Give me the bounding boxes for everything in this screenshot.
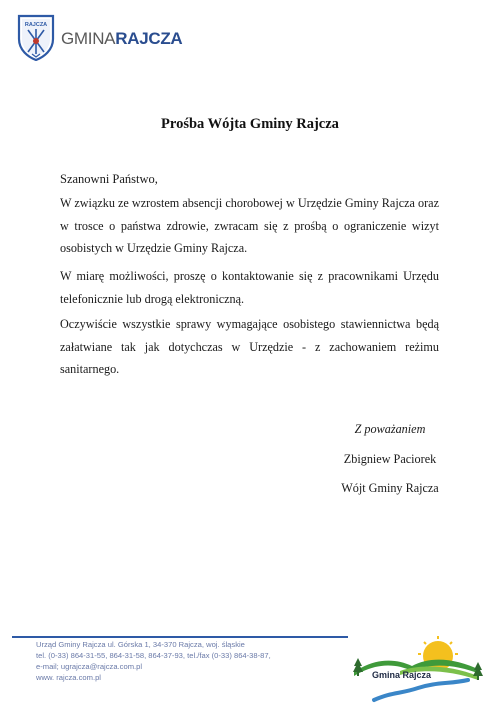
letter-paragraph: W związku ze wzrostem absencji chorobowej w Urzędzie Gminy Rajcza oraz w trosce o państwa zdrowie, zwracam się z prośbą o ograniczenie wizyt osobistych w Urzędzie Gminy Rajcza. [60, 196, 439, 255]
shield-label: RAJCZA [24, 22, 48, 28]
letter-paragraph: W miarę możliwości, proszę o kontaktowanie się z pracownikami Urzędu telefonicznie lub drogą elektroniczną. [60, 269, 439, 306]
logo-wordmark [61, 29, 182, 49]
footer-logo-label: Gmina Rajcza [372, 670, 432, 680]
footer-website-line: www. rajcza.com.pl [36, 673, 101, 682]
logo-name: RAJCZA [115, 29, 183, 48]
signature-name: Zbigniew Paciorek [343, 452, 437, 466]
gmina-rajcza-logo [16, 13, 183, 63]
footer-address [36, 639, 271, 683]
signature-closing: Z poważaniem [354, 422, 426, 436]
footer-phone-line: tel. (0-33) 864-31-55, 864-31-58, 864-37-93, tel./fax (0-33) 864-38-87, [36, 651, 271, 660]
letter-greeting: Szanowni Państwo, [60, 172, 158, 186]
footer-address-line: Urząd Gminy Rajcza ul. Górska 1, 34-370 Rajcza, woj. śląskie [36, 640, 245, 649]
footer-email-line: e-mail; ugrajcza@rajcza.com.pl [36, 662, 143, 671]
letter-title: Prośba Wójta Gminy Rajcza [161, 116, 339, 132]
footer-divider [12, 636, 348, 638]
gmina-rajcza-landscape-logo [340, 636, 492, 704]
letter-paragraph: Oczywiście wszystkie sprawy wymagające osobistego stawiennictwa będą załatwiane tak jak dotychczas w Urzędzie - z zachowaniem reżimu sanitarnego. [60, 317, 439, 376]
signature-position: Wójt Gminy Rajcza [341, 481, 439, 495]
logo-prefix: GMINA [61, 29, 116, 48]
coat-of-arms-icon [16, 13, 56, 61]
